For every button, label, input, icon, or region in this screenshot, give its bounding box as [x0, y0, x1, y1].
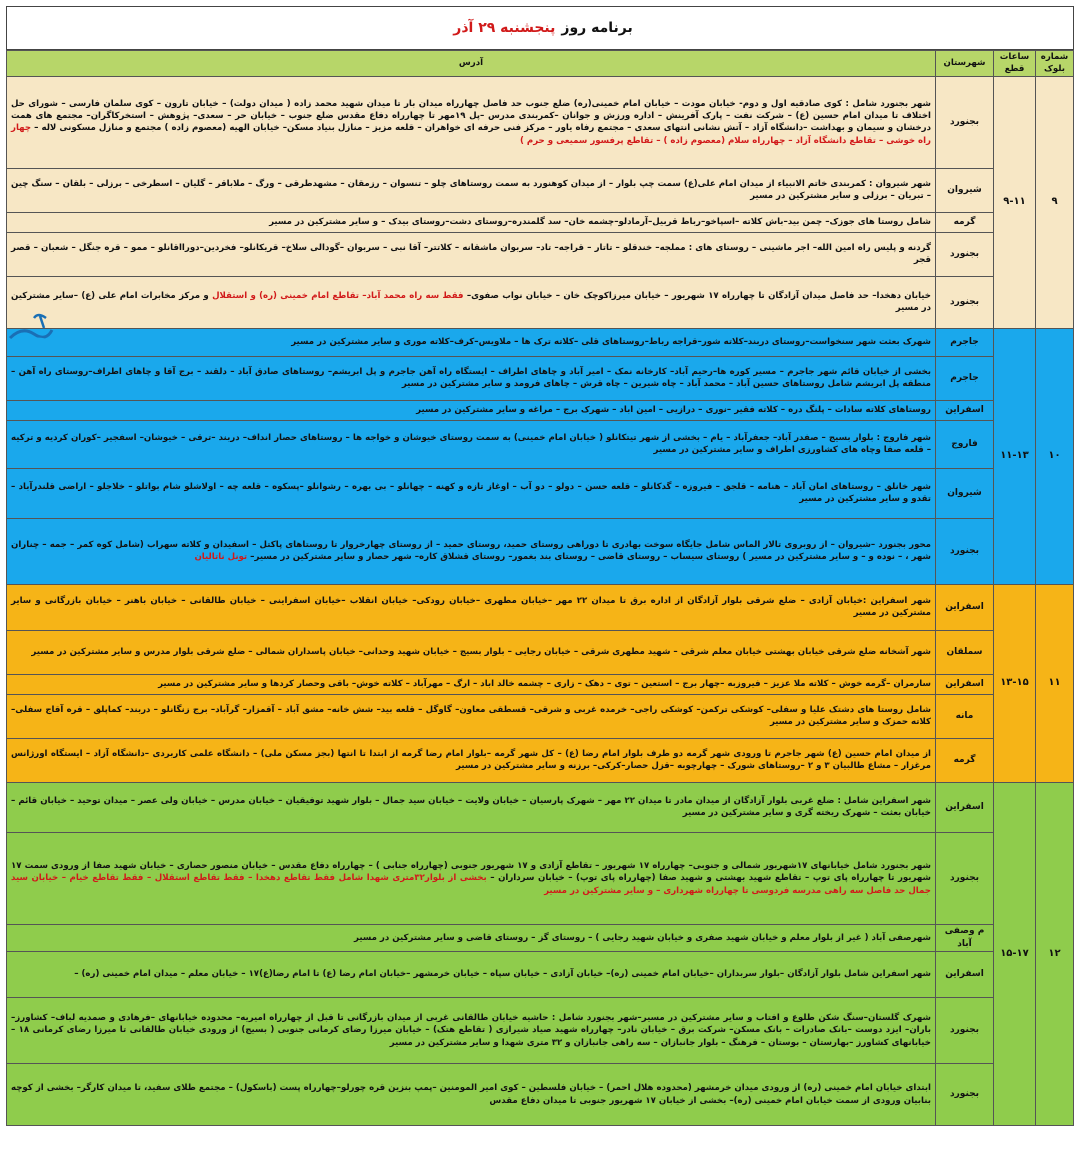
schedule-page [6, 6, 1074, 1154]
block-group-11 [7, 584, 1074, 782]
city-cell: فاروج [936, 420, 994, 468]
address-cell: شهرک گلستان–سنگ شکن طلوع و افتاب و سایر مشترکین در مسیر–شهر بجنورد شامل : حاشیه خیابان طالقانی غربی از میدان بازرگانی تا قبل از چهارراه امیریه– محدوده خیابانهای –فرهادی و صمدیه لباف– کشاورز–باران– ایزد دوست –بانک صادرات – بانک مسکن– شرکت برق – خیابان نادر– چهارراه شهید صیاد شیرازی ( تقاطع هتک) – خیابان میرزا رضای کرمانی جنوبی ( بسیج) از ورودی خیابان طالقانی تا میرزا رضای کرمانی ۱۸ – خیابانهای کشاورز –بهارستان – بوستان – فرهنگ – بلوار جانبازان – سه راهی جانبازان و ۳۲ متری شهدا و سایر مشترکین در مسیر [7, 998, 936, 1064]
block-number: ۱۰ [1036, 328, 1074, 584]
publisher-logo [4, 308, 56, 348]
table-row [7, 1064, 1074, 1126]
address-cell: شهر اسفراین شامل بلوار آزادگان –بلوار سربداران –خیابان امام خمینی (ره)– خیابان آزادی – خیابان سپاه – خیابان خرمشهر –خیابان امام رضا (ع) تا امام رضا(ع)۱۷ – خیابان معلم – میدان امام خمینی (ره) – [7, 952, 936, 998]
block-number: ۱۱ [1036, 584, 1074, 782]
city-cell: بجنورد [936, 276, 994, 328]
highlight-text: چهار راه خوشی – تقاطع دانشگاه آزاد – چهارراه سلام (معصوم زاده ) – تقاطع پرفسور سمیعی و حرم ) [11, 123, 931, 146]
city-cell: جاجرم [936, 328, 994, 356]
city-cell: مانه [936, 694, 994, 738]
block-group-10 [7, 328, 1074, 584]
table-row [7, 468, 1074, 518]
table-row [7, 400, 1074, 420]
address-cell: شهر شیروان : کمربندی خاتم الانبیاء از میدان امام علی(ع) سمت چپ بلوار – از میدان کوهنورد به سمت روستاهای چلو – تنسوان – رزمقان – مشهدطرقی – ورگ – ملاباقر – گلیان – اسطرخی – برزلی – بلقان – سنگ چین – تبریان – برزلی و سایر مشترکین در مسیر [7, 168, 936, 212]
table-row [7, 518, 1074, 584]
title-day: پنجشنبه ۲۹ آذر [453, 20, 556, 36]
table-row [7, 924, 1074, 951]
city-cell: شیروان [936, 168, 994, 212]
table-row [7, 232, 1074, 276]
table-row [7, 738, 1074, 782]
city-cell: بجنورد [936, 998, 994, 1064]
city-cell: اسفراین [936, 782, 994, 832]
address-cell: محور بجنورد –شیروان – از روبروی تالار الماس شامل جایگاه سوخت بهادری تا دوراهی روستای حمید، روستای حمید – از روستای چهارخروار تا روستاهای پاکتل – اسفیدان و کلاته سهراب (شامل کوه کمر – جمه – چناران شهر ، – نوده و – و سایر مشترکین در مسیر ) روستای سیساب – روستای قاضی – روستای بند بغمور– روستای قشلاق کاره– شهر حصار و سایر مشترکین در مسیر– تونل ناتالیان [7, 518, 936, 584]
outage-hours: ۹-۱۱ [994, 76, 1036, 328]
block-number: ۱۲ [1036, 782, 1074, 1125]
city-cell: بجنورد [936, 518, 994, 584]
address-cell: گردنه و پلیس راه امین الله– اجر ماشینی – روستای های : مملجه– خندقلو – تاتار – قراجه– تاد– سربوان ماشقانه – کلاتتر– آقا نبی – سربوان –گودالی سلاخ– قریکانلو– فخردین–دورااقانلو – ممو – قره جنگل – شعبان – قصر قجر [7, 232, 936, 276]
table-row [7, 630, 1074, 674]
address-cell: شهرصفی آباد ( غیر از بلوار معلم و خیابان شهید صفری و خیابان شهید رجایی ) – روستای گز – روستای قاضی و سایر مشترکین در مسیر [7, 924, 936, 951]
address-cell: شامل روستا های دشتک علیا و سفلی– کوشکی ترکمن– کوشکی راجی– خرمده غربی و شرقی– قسطقی معاون– گاوگل – قلعه بید– شش خانه– مشق آباد – آقمزار– گرآباد– برج زنگانلو – دربند– کماپلق – قره آقاج سفلی– کلاته حمزک و سایر مشترکین در مسیر [7, 694, 936, 738]
table-row [7, 328, 1074, 356]
city-cell: جاجرم [936, 356, 994, 400]
table-row [7, 276, 1074, 328]
city-cell: گرمه [936, 212, 994, 232]
table-row [7, 76, 1074, 168]
city-cell: اسفراین [936, 952, 994, 998]
address-cell: شهر خانلق – روستاهای امان آباد – هنامه – قلجق – فیروزه – گدکانلو – قلعه حسن – دولو – دو آب – اوغاز تازه و کهنه – چهانلو – بی بهره – رشوانلو –پسکوه – قلعه چه – اولاشلو شام بواتلو – خلاجلو – اراضی قلندرآباد – تقدو و سایر مشترکین در مسیر [7, 468, 936, 518]
block-number: ۹ [1036, 76, 1074, 328]
table-row [7, 694, 1074, 738]
address-cell: شهر آشخانه ضلع شرقی خیابان بهشتی خیابان معلم شرقی – شهید مطهری شرقی – خیابان رجایی – بلوار بسیج – خیابان شهید وحدانی– خیابان پاسداران شمالی – ضلع شرقی بلوار مدرس و سایر مشترکین در مسیر [7, 630, 936, 674]
city-cell: اسفراین [936, 400, 994, 420]
city-cell: شیروان [936, 468, 994, 518]
city-cell: سملقان [936, 630, 994, 674]
table-header-row [7, 51, 1074, 77]
table-row [7, 952, 1074, 998]
address-cell: شامل روستا های جوزک– چمن بید–باش کلاته –اسپاخو–رباط قربیل–آرمادلو–چشمه خان– سد گلمندره–روستای دشت–روستای بیدک – و سایر مشترکین در مسیر [7, 212, 936, 232]
highlight-text: بخشی از بلوار۳۲متری شهدا شامل فقط تقاطع دهخدا – فقط تقاطع استقلال – فقط تقاطع خیام – خیابان سید جمال حد فاصل سه راهی مدرسه فردوسی تا چهارراه شهرداری – و سایر مشترکین در مسیر [11, 873, 931, 896]
city-cell: اسفراین [936, 674, 994, 694]
title-prefix: برنامه روز [561, 20, 633, 36]
outage-hours: ۱۵-۱۷ [994, 782, 1036, 1125]
address-cell: شهرک بعثت شهر سنخواست–روستای دربند–کلاته شور–قراجه رباط–روستاهای قلی –کلاته ترک ها – ملاویس–کرف–کلاته موری و سایر مشترکین در مسیر [7, 328, 936, 356]
address-cell: شهر اسفراین :خیابان آزادی – ضلع شرقی بلوار آزادگان از اداره برق تا میدان ۲۲ مهر –خیابان مطهری –خیابان رودکی– خیابان انقلاب –خیابان اسفراینی – خیابان طالقانی – خیابان باهنر – خیابان بازرگانی و سایر مشترکین در مسیر [7, 584, 936, 630]
address-cell: شهر بجنورد شامل : کوی صادقیه اول و دوم- خیابان مودت – خیابان امام خمینی(ره) ضلع جنوب حد فاصل چهارراه میدان بار تا میدان شهید محمد زاده ( میدان دولت) – خیابان تارون – کوی سلمان فارسی – شورای حل اختلاف تا میدان امام حسین (ع) – شرکت نفت – پارک آفرینش – اداره ورزش و جوانان –کمربندی مدرس –پل ۱۹مهر تا چهارراه دفاع مقدس ضلع جنوب – خیابان حر – سعدی– پژوهش – استخرکاگران– مجتمع های همت درخشان و سیمان و بهداشت –دانشگاه آزاد – آتش نشانی انتهای سعدی – مجتمع رفاه یاور – مرکز فنی حرفه ای خواهران – قلعه مزیز – منازل بنیاد مسکن– خیابان الهیه (معصوم زاده ) مجتمع و منازل مسکونی لاله – چهار راه خوشی – تقاطع دانشگاه آزاد – چهارراه سلام (معصوم زاده ) – تقاطع پرفسور سمیعی و حرم ) [7, 76, 936, 168]
city-cell: بجنورد [936, 76, 994, 168]
address-cell: خیابان دهخدا– حد فاصل میدان آزادگان تا چهارراه ۱۷ شهریور – خیابان میرزاکوچک خان – خیابان نواب صفوی– فقط سه راه محمد آباد– تقاطع امام خمینی (ره) و استقلال و مرکز مخابرات امام علی (ع) –سایر مشترکین در مسیر [7, 276, 936, 328]
outage-table [6, 50, 1074, 1126]
highlight-text: تونل ناتالیان [194, 552, 248, 563]
address-cell: شهر بجنورد شامل خیابانهای ۱۷شهریور شمالی و جنوبی– چهارراه ۱۷ شهریور – تقاطع آزادی و ۱۷ شهریور جنوبی (چهارراه جنابی ) – چهارراه دفاع مقدس – خیابان منصور حصاری – خیابان شهید صفا از ورودی سمت ۱۷ شهریور تا چهارراه پای توپ – تقاطع شهید بهشتی و شهید صفا (چهارراه پای توپ) – خیابان سرداران – بخشی از بلوار۳۲متری شهدا شامل فقط تقاطع دهخدا – فقط تقاطع استقلال – فقط تقاطع خیام – خیابان سید جمال حد فاصل سه راهی مدرسه فردوسی تا چهارراه شهرداری – و سایر مشترکین در مسیر [7, 832, 936, 924]
outage-hours: ۱۱-۱۳ [994, 328, 1036, 584]
address-cell: روستاهای کلاته سادات – پلنگ دره – کلاته فقیر –نوری – درازیی – امین اباد – شهرک برج – مراغه و سایر مشترکین در مسیر [7, 400, 936, 420]
address-cell: سارمران –گرمه خوش – کلاته ملا عزیز – فیروزبه –چهار برج – استعین – توی – دهک – زاری – چشمه خالد اباد – ارگ – مهرآباد – کلاته خوش– باقی وحصار کردها و سایر مشترکین در مسیر [7, 674, 936, 694]
city-cell: م وصفی آباد [936, 924, 994, 951]
address-cell: ابتدای خیابان امام خمینی (ره) از ورودی میدان خرمشهر (محدوده هلال احمر) – خیابان فلسطین – کوی امیر المومنین –پمپ بنزین قره چورلو–چهارراه پست (باسکول) – مجتمع طلای سفید، تا میدان کارگر– بخشی از کوچه بنابیان ورودی از سمت خیابان امام خمینی (ره)– بخشی از خیابان ۱۷ شهریور جنوبی تا میدان دفاع مقدس [7, 1064, 936, 1126]
header-hours: ساعات قطع [994, 51, 1036, 77]
address-cell: بخشی از خیابان قائم شهر جاجرم – مسیر کوره ها–رحیم آباد– کارخانه نمک – امیر آباد و چاهای اطراف – ایستگاه راه آهن جاجرم و پل ابریشم– روستاهای صادق آباد – دلقند – برج آقا و چاهای اطراف–روستای راه آهن –منطقه پل ابریشم شامل روستاهای حسین آباد – محمد آباد – چاه شیرین – چاه قرش – چاهای فرومد و سایر مشترکین در مسیر [7, 356, 936, 400]
table-row [7, 782, 1074, 832]
city-cell: اسفراین [936, 584, 994, 630]
page-title [6, 6, 1074, 50]
table-row [7, 356, 1074, 400]
address-cell: از میدان امام حسین (ع) شهر جاجرم تا ورودی شهر گرمه دو طرف بلوار امام رضا (ع) – کل شهر گرمه –بلوار امام رضا گرمه از ابتدا تا انتها (بجز مسکن ملی) – دانشگاه علمی کاربردی –دانشگاه آزاد – ایستگاه اورژانس مرغزار – مشاع طالبیان ۳ و ۲ –روستاهای شورک – چهارچوبه –قزل حصار–کرکی– برزنه و سایر مشترکین در مسیر [7, 738, 936, 782]
city-cell: بجنورد [936, 832, 994, 924]
table-row [7, 420, 1074, 468]
city-cell: گرمه [936, 738, 994, 782]
table-row [7, 584, 1074, 630]
table-row [7, 168, 1074, 212]
header-city: شهرستان [936, 51, 994, 77]
address-cell: شهر اسفراین شامل : ضلع غربی بلوار آزادگان از میدان مادر تا میدان ۲۲ مهر – شهرک پارسیان – خیابان ولایت – خیابان سید جمال – بلوار شهید توفیقیان – خیابان مدرس – خیابان ولی عصر – میدان توحید – خیابان قائم – خیابان بعثت – شهرک ریخته گری و سایر مشترکین در مسیر [7, 782, 936, 832]
table-row [7, 998, 1074, 1064]
table-row [7, 674, 1074, 694]
header-block: شماره بلوک [1036, 51, 1074, 77]
city-cell: بجنورد [936, 1064, 994, 1126]
outage-hours: ۱۳-۱۵ [994, 584, 1036, 782]
highlight-text: فقط سه راه محمد آباد– تقاطع امام خمینی (ره) و استقلال [212, 290, 464, 301]
table-row [7, 832, 1074, 924]
block-group-9 [7, 76, 1074, 328]
address-cell: شهر فاروج : بلوار بسیج – صفدر آباد– جعفرآباد – یام – بخشی از شهر تیتکانلو ( خیابان امام خمینی) به سمت روستای خیوشان و خواجه ها – روستاهای حصار انداف– دربند –ترقی – خیوشان– اسفجیر –کوران کردیه و ترکیه – قلعه صفا وچاه های کشاورزی اطراف و سایر مشترکین در مسیر [7, 420, 936, 468]
city-cell: بجنورد [936, 232, 994, 276]
header-address: آدرس [7, 51, 936, 77]
table-row [7, 212, 1074, 232]
block-group-12 [7, 782, 1074, 1125]
